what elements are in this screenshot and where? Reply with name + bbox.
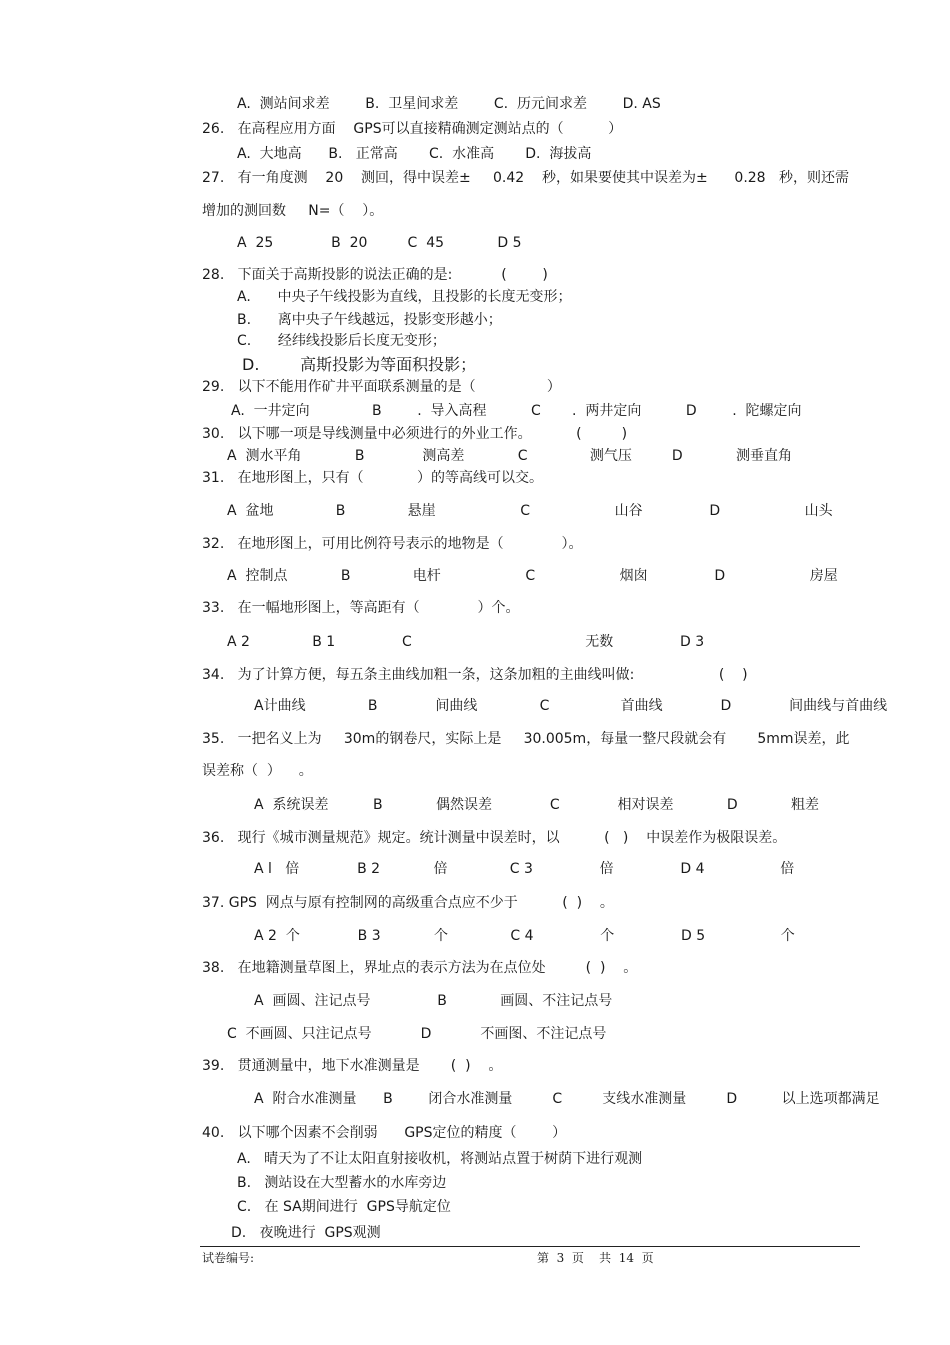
q27-stem-1: 27. 有一角度测 20 测回，得中误差± 0.42 秒，如果要使其中误差为± 0.28 秒，则还需 <box>202 170 849 186</box>
q27-stem-2: 增加的测回数 N=（ ）。 <box>202 203 384 219</box>
q35-stem-2: 误差称（ ） 。 <box>202 763 313 779</box>
q34-options: A计曲线 B 间曲线 C 首曲线 D 间曲线与首曲线 <box>254 698 888 714</box>
q28-stem: 28. 下面关于高斯投影的说法正确的是: ( ) <box>202 267 548 283</box>
q39-stem: 39. 贯通测量中，地下水准测量是 ( ) 。 <box>202 1058 503 1074</box>
q26-options: A. 大地高 B. 正常高 C. 水准高 D. 海拔高 <box>237 146 592 162</box>
q40-option-a: A. 晴天为了不让太阳直射接收机，将测站点置于树荫下进行观测 <box>237 1151 643 1167</box>
q25-options: A. 测站间求差 B. 卫星间求差 C. 历元间求差 D. AS <box>237 96 661 112</box>
q37-stem: 37. GPS 网点与原有控制网的高级重合点应不少于 ( ) 。 <box>202 895 614 911</box>
footer-divider <box>200 1246 860 1247</box>
q39-options: A 附合水准测量 B 闭合水准测量 C 支线水准测量 D 以上选项都满足 <box>254 1091 880 1107</box>
q33-options: A 2 B 1 C 无数 D 3 <box>227 634 705 650</box>
q38-options-1: A 画圆、注记点号 B 画圆、不注记点号 <box>254 993 613 1009</box>
q38-stem: 38. 在地籍测量草图上，界址点的表示方法为在点位处 ( ) 。 <box>202 960 638 976</box>
q38-options-2: C 不画圆、只注记点号 D 不画图、不注记点号 <box>227 1026 607 1042</box>
q40-option-c: C. 在 SA期间进行 GPS导航定位 <box>237 1199 451 1215</box>
q29-stem: 29. 以下不能用作矿井平面联系测量的是（ ） <box>202 379 561 395</box>
q27-options: A 25 B 20 C 45 D 5 <box>237 235 522 251</box>
q36-options: A l 倍 B 2 倍 C 3 倍 D 4 倍 <box>254 861 795 877</box>
q40-option-b: B. 测站设在大型蓄水的水库旁边 <box>237 1175 447 1191</box>
q36-stem: 36. 现行《城市测量规范》规定。统计测量中误差时，以 ( ) 中误差作为极限误差。 <box>202 830 787 846</box>
q35-stem-1: 35. 一把名义上为 30m的钢卷尺，实际上是 30.005m，每量一整尺段就会有 5mm误差，此 <box>202 731 850 747</box>
q28-option-d: D. 高斯投影为等面积投影； <box>242 355 477 374</box>
q28-option-a: A. 中央子午线投影为直线，且投影的长度无变形； <box>237 289 572 305</box>
q40-option-d: D. 夜晚进行 GPS观测 <box>231 1225 381 1241</box>
q40-stem: 40. 以下哪个因素不会削弱 GPS定位的精度（ ） <box>202 1125 567 1141</box>
q30-options: A 测水平角 B 测高差 C 测气压 D 测垂直角 <box>227 448 793 464</box>
q37-options: A 2 个 B 3 个 C 4 个 D 5 个 <box>254 928 795 944</box>
q30-stem: 30. 以下哪一项是导线测量中必须进行的外业工作。 ( ) <box>202 426 628 442</box>
q34-stem: 34. 为了计算方便，每五条主曲线加粗一条，这条加粗的主曲线叫做: ( ) <box>202 667 748 683</box>
q31-options: A 盆地 B 悬崖 C 山谷 D 山头 <box>227 503 833 519</box>
q28-option-b: B. 离中央子午线越远，投影变形越小； <box>237 312 502 328</box>
q29-options: A. 一井定向 B . 导入高程 C . 两井定向 D . 陀螺定向 <box>231 403 802 419</box>
q35-options: A 系统误差 B 偶然误差 C 相对误差 D 粗差 <box>254 797 820 813</box>
q28-option-c: C. 经纬线投影后长度无变形； <box>237 333 446 349</box>
page-number: 第 3 页 共 14 页 <box>537 1251 654 1265</box>
q26-stem: 26. 在高程应用方面 GPS可以直接精确测定测站点的（ ） <box>202 121 623 137</box>
q33-stem: 33. 在一幅地形图上，等高距有（ ）个。 <box>202 600 520 616</box>
q32-stem: 32. 在地形图上，可用比例符号表示的地物是（ ）。 <box>202 536 583 552</box>
q31-stem: 31. 在地形图上，只有（ ）的等高线可以交。 <box>202 470 544 486</box>
exam-code-label: 试卷编号: <box>202 1251 255 1265</box>
q32-options: A 控制点 B 电杆 C 烟囱 D 房屋 <box>227 568 838 584</box>
